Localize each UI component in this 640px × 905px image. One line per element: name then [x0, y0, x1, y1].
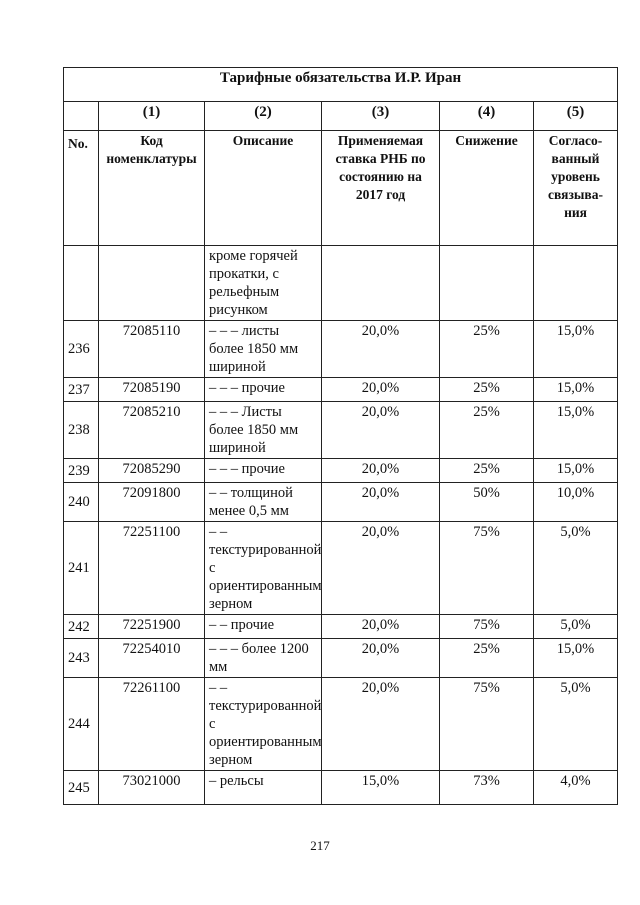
column-number-5: (5) [534, 102, 618, 131]
continuation-bound [534, 246, 618, 321]
header-no: No. [64, 131, 99, 246]
row-rate: 20,0% [322, 639, 440, 678]
row-rate: 20,0% [322, 459, 440, 483]
row-reduction: 25% [440, 321, 534, 378]
table-row [64, 402, 618, 459]
table-row [64, 483, 618, 522]
header-reduction: Снижение [440, 131, 534, 246]
column-number-2: (2) [205, 102, 322, 131]
row-rate: 20,0% [322, 378, 440, 402]
row-bound: 5,0% [534, 522, 618, 615]
continuation-code [99, 246, 205, 321]
row-description: – – – более 1200 мм [205, 639, 322, 678]
row-code: 72254010 [99, 639, 205, 678]
row-no: 237 [64, 378, 99, 402]
row-description: – – – Листы более 1850 мм шириной [205, 402, 322, 459]
table-row [64, 522, 618, 615]
row-no: 238 [64, 402, 99, 459]
row-rate: 20,0% [322, 321, 440, 378]
row-description: – – текстурированной с ориентированным зерном [205, 522, 322, 615]
row-description: – – текстурированной с ориентированным зерном [205, 678, 322, 771]
header-rate: Применяемая ставка РНБ по состоянию на 2017 год [322, 131, 440, 246]
row-reduction: 73% [440, 771, 534, 805]
row-bound: 10,0% [534, 483, 618, 522]
row-rate: 20,0% [322, 522, 440, 615]
row-code: 72085210 [99, 402, 205, 459]
table-row [64, 678, 618, 771]
row-no: 240 [64, 483, 99, 522]
row-reduction: 75% [440, 522, 534, 615]
row-no: 239 [64, 459, 99, 483]
row-code: 72091800 [99, 483, 205, 522]
column-number-4: (4) [440, 102, 534, 131]
row-bound: 15,0% [534, 459, 618, 483]
column-number-3: (3) [322, 102, 440, 131]
row-bound: 15,0% [534, 378, 618, 402]
table-row [64, 459, 618, 483]
row-rate: 20,0% [322, 615, 440, 639]
row-reduction: 25% [440, 639, 534, 678]
continuation-rate [322, 246, 440, 321]
table-title: Тарифные обязательства И.Р. Иран [64, 68, 618, 102]
header-bound: Согласо-ванный уровень связыва-ния [534, 131, 618, 246]
table-row [64, 639, 618, 678]
continuation-row [64, 246, 618, 321]
row-code: 73021000 [99, 771, 205, 805]
row-rate: 20,0% [322, 402, 440, 459]
table-title-row [64, 68, 618, 102]
row-description: – рельсы [205, 771, 322, 805]
row-reduction: 75% [440, 615, 534, 639]
row-no: 241 [64, 522, 99, 615]
header-code: Код номенклатуры [99, 131, 205, 246]
column-number-blank [64, 102, 99, 131]
row-rate: 20,0% [322, 483, 440, 522]
column-number-row [64, 102, 618, 131]
row-no: 236 [64, 321, 99, 378]
row-code: 72085290 [99, 459, 205, 483]
row-rate: 15,0% [322, 771, 440, 805]
row-reduction: 25% [440, 378, 534, 402]
row-bound: 5,0% [534, 615, 618, 639]
row-no: 244 [64, 678, 99, 771]
row-bound: 4,0% [534, 771, 618, 805]
row-rate: 20,0% [322, 678, 440, 771]
row-reduction: 75% [440, 678, 534, 771]
table-row [64, 771, 618, 805]
header-description: Описание [205, 131, 322, 246]
table-row [64, 615, 618, 639]
header-row [64, 131, 618, 246]
row-reduction: 25% [440, 402, 534, 459]
page-number: 217 [310, 838, 330, 853]
row-reduction: 50% [440, 483, 534, 522]
row-code: 72251900 [99, 615, 205, 639]
row-reduction: 25% [440, 459, 534, 483]
row-bound: 15,0% [534, 639, 618, 678]
row-description: – – – прочие [205, 378, 322, 402]
row-description: – – – прочие [205, 459, 322, 483]
tariff-table [63, 67, 618, 805]
row-bound: 15,0% [534, 402, 618, 459]
row-description: – – прочие [205, 615, 322, 639]
row-code: 72085110 [99, 321, 205, 378]
column-number-1: (1) [99, 102, 205, 131]
table-row [64, 321, 618, 378]
row-description: – – – листы более 1850 мм шириной [205, 321, 322, 378]
continuation-no [64, 246, 99, 321]
continuation-reduction [440, 246, 534, 321]
row-bound: 5,0% [534, 678, 618, 771]
row-bound: 15,0% [534, 321, 618, 378]
row-description: – – толщиной менее 0,5 мм [205, 483, 322, 522]
continuation-description: кроме горячей прокатки, с рельефным рисунком [205, 246, 322, 321]
row-no: 242 [64, 615, 99, 639]
table-row [64, 378, 618, 402]
row-no: 243 [64, 639, 99, 678]
row-no: 245 [64, 771, 99, 805]
row-code: 72251100 [99, 522, 205, 615]
row-code: 72085190 [99, 378, 205, 402]
row-code: 72261100 [99, 678, 205, 771]
